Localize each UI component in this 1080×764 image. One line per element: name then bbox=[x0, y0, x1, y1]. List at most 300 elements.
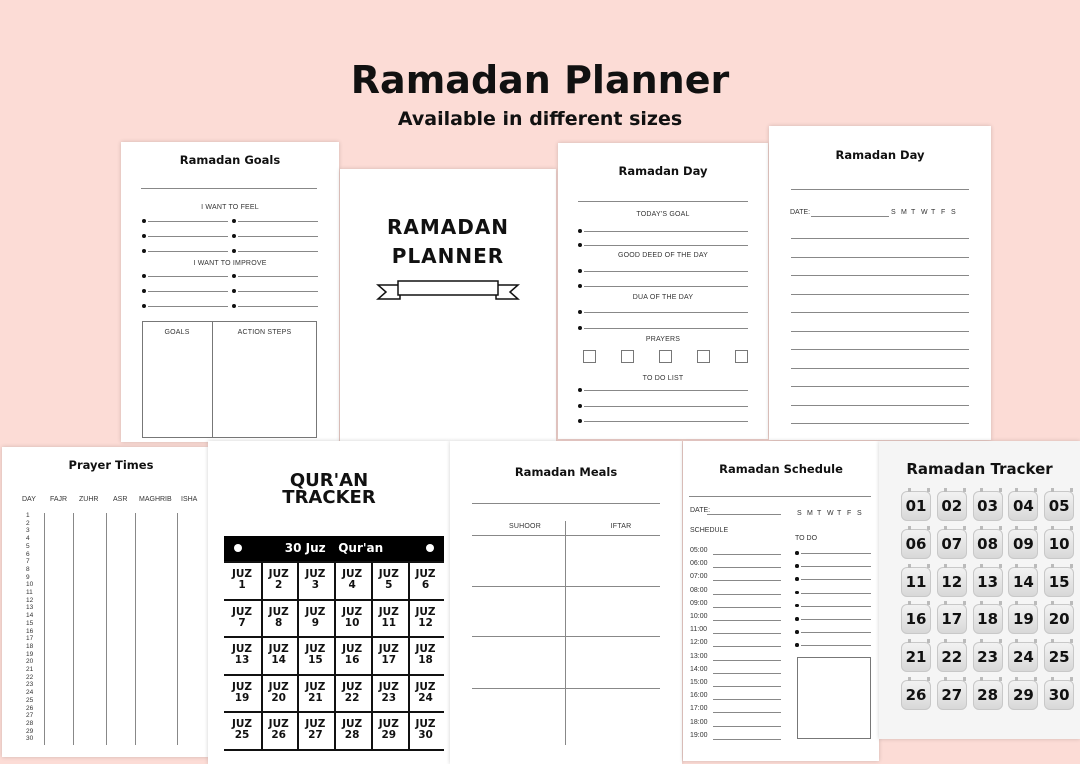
quran-title2: TRACKER bbox=[282, 487, 376, 508]
bullet-icon bbox=[795, 551, 799, 555]
schedule-time: 17:00 bbox=[690, 705, 708, 713]
juz-number: 2 bbox=[275, 579, 283, 591]
write-line[interactable] bbox=[791, 331, 969, 332]
bullet-icon bbox=[232, 274, 236, 278]
write-line[interactable] bbox=[148, 291, 228, 292]
prayer-day-number: 26 bbox=[26, 704, 34, 712]
juz-cell[interactable] bbox=[261, 675, 297, 711]
juz-cell[interactable] bbox=[334, 675, 370, 711]
tracker-day-cell[interactable]: 27 bbox=[937, 680, 967, 710]
juz-number: 10 bbox=[344, 616, 360, 629]
write-line[interactable] bbox=[801, 579, 871, 580]
juz-number: 25 bbox=[234, 729, 250, 742]
prayer-times-page bbox=[2, 447, 208, 757]
juz-word: JUZ bbox=[342, 605, 363, 618]
write-line[interactable] bbox=[791, 368, 969, 369]
schedule-time: 19:00 bbox=[690, 731, 708, 739]
bullet-icon bbox=[795, 564, 799, 568]
juz-word: JUZ bbox=[378, 568, 399, 580]
goals-table bbox=[142, 321, 317, 438]
prayer-day-number: 27 bbox=[26, 712, 34, 720]
tracker-day-cell[interactable]: 18 bbox=[973, 604, 1003, 634]
tracker-day-cell[interactable]: 17 bbox=[937, 604, 967, 634]
juz-word: JUZ bbox=[342, 568, 363, 580]
write-line[interactable] bbox=[801, 593, 871, 594]
write-line[interactable] bbox=[801, 619, 871, 620]
write-line[interactable] bbox=[801, 606, 871, 607]
quran-tracker-page bbox=[208, 441, 450, 764]
write-line[interactable] bbox=[713, 699, 781, 700]
juz-cell[interactable] bbox=[408, 637, 444, 673]
juz-word: JUZ bbox=[268, 605, 289, 618]
juz-cell[interactable] bbox=[224, 600, 260, 636]
juz-word: JUZ bbox=[415, 605, 436, 618]
write-line[interactable] bbox=[238, 306, 318, 307]
prayer-col-header: ZUHR bbox=[79, 496, 99, 503]
day1-deed: GOOD DEED OF THE DAY bbox=[617, 252, 709, 259]
tracker-day-cell[interactable]: 02 bbox=[937, 491, 967, 521]
juz-cell[interactable] bbox=[261, 562, 297, 598]
juz-number: 24 bbox=[418, 691, 433, 704]
tracker-day-cell[interactable]: 03 bbox=[973, 491, 1003, 521]
juz-cell[interactable] bbox=[297, 675, 333, 711]
juz-word: JUZ bbox=[415, 568, 436, 580]
write-line[interactable] bbox=[791, 423, 969, 424]
write-line[interactable] bbox=[713, 712, 781, 713]
prayer-day-number: 14 bbox=[26, 612, 34, 620]
weekday-letter[interactable]: W bbox=[827, 510, 834, 517]
schedule-time: 09:00 bbox=[690, 599, 708, 607]
juz-cell[interactable] bbox=[224, 675, 260, 711]
juz-cell[interactable] bbox=[334, 712, 370, 748]
juz-word: JUZ bbox=[342, 718, 363, 731]
juz-number: 3 bbox=[311, 579, 320, 591]
schedule-time: 18:00 bbox=[690, 718, 708, 726]
prayer-day-number: 15 bbox=[26, 619, 34, 627]
day1-goal: TODAY'S GOAL bbox=[636, 211, 690, 218]
cover-page bbox=[340, 169, 556, 442]
tracker-day-cell[interactable]: 07 bbox=[937, 529, 967, 559]
juz-word: JUZ bbox=[231, 568, 253, 580]
write-line[interactable] bbox=[584, 390, 748, 391]
juz-word: JUZ bbox=[378, 718, 399, 731]
quran-bar-left: 30 Juz bbox=[284, 541, 326, 555]
prayer-checkbox[interactable] bbox=[583, 350, 596, 363]
weekday-letter[interactable]: T bbox=[911, 209, 916, 216]
weekday-letter[interactable]: S bbox=[891, 209, 896, 216]
write-line[interactable] bbox=[584, 286, 748, 287]
juz-word: JUZ bbox=[305, 680, 326, 693]
juz-cell[interactable] bbox=[334, 637, 370, 673]
weekday-letter[interactable]: S bbox=[857, 510, 862, 517]
bullet-icon bbox=[795, 643, 799, 647]
juz-cell[interactable] bbox=[408, 675, 444, 711]
prayer-day-number: 11 bbox=[26, 589, 33, 596]
write-line[interactable] bbox=[791, 312, 969, 313]
bullet-icon bbox=[232, 249, 236, 253]
juz-cell[interactable] bbox=[297, 562, 333, 598]
day-page-1 bbox=[558, 143, 768, 439]
tracker-day-cell[interactable]: 21 bbox=[901, 642, 931, 672]
write-line[interactable] bbox=[791, 386, 969, 387]
tracker-day-cell[interactable]: 08 bbox=[973, 529, 1003, 559]
write-line[interactable] bbox=[584, 312, 748, 313]
write-line[interactable] bbox=[238, 236, 318, 237]
write-line[interactable] bbox=[791, 257, 969, 258]
goals-title: Ramadan Goals bbox=[179, 153, 281, 167]
juz-word: JUZ bbox=[305, 718, 326, 731]
juz-cell[interactable] bbox=[297, 600, 333, 636]
juz-cell[interactable] bbox=[224, 712, 260, 748]
tracker-title: Ramadan Tracker bbox=[906, 460, 1053, 478]
prayer-day-number: 5 bbox=[26, 542, 30, 550]
juz-number: 5 bbox=[385, 579, 393, 591]
meals-iftar: IFTAR bbox=[610, 523, 632, 530]
tracker-day-cell[interactable]: 09 bbox=[1008, 529, 1038, 559]
write-line[interactable] bbox=[148, 251, 228, 252]
schedule-notes-box bbox=[797, 657, 871, 739]
juz-cell[interactable] bbox=[261, 637, 297, 673]
prayer-day-number: 12 bbox=[26, 596, 34, 604]
column-divider bbox=[73, 513, 74, 745]
juz-cell[interactable] bbox=[371, 562, 407, 598]
schedule-time: 13:00 bbox=[690, 652, 708, 660]
juz-cell[interactable] bbox=[261, 712, 297, 748]
juz-cell[interactable] bbox=[408, 600, 444, 636]
juz-number: 14 bbox=[271, 654, 286, 667]
juz-number: 18 bbox=[418, 654, 433, 667]
column-divider bbox=[106, 513, 107, 745]
juz-number: 7 bbox=[238, 616, 246, 629]
write-line[interactable] bbox=[584, 231, 748, 232]
write-line[interactable] bbox=[584, 406, 748, 407]
tracker-day-cell[interactable]: 04 bbox=[1008, 491, 1038, 521]
schedule-time: 15:00 bbox=[690, 679, 708, 686]
write-line[interactable] bbox=[791, 349, 969, 350]
bullet-icon bbox=[578, 388, 582, 392]
juz-number: 23 bbox=[381, 691, 397, 704]
write-line[interactable] bbox=[713, 646, 781, 647]
tracker-page bbox=[879, 441, 1080, 739]
write-line[interactable] bbox=[713, 580, 781, 581]
prayer-day-number: 24 bbox=[26, 689, 34, 697]
prayer-checkbox[interactable] bbox=[621, 350, 634, 363]
write-line[interactable] bbox=[713, 594, 781, 595]
juz-number: 30 bbox=[418, 729, 433, 742]
prayer-day-number: 6 bbox=[26, 550, 30, 558]
tracker-day-cell[interactable]: 05 bbox=[1044, 491, 1074, 521]
write-line[interactable] bbox=[238, 276, 318, 277]
tracker-day-cell[interactable]: 15 bbox=[1044, 567, 1074, 597]
juz-cell[interactable] bbox=[371, 600, 407, 636]
tracker-day-cell[interactable]: 20 bbox=[1044, 604, 1074, 634]
main-subtitle: Available in different sizes bbox=[397, 108, 683, 130]
prayer-day-number: 10 bbox=[26, 581, 34, 589]
improve-label: I WANT TO IMPROVE bbox=[193, 260, 267, 267]
bullet-icon bbox=[795, 604, 799, 608]
weekday-letter[interactable]: F bbox=[941, 209, 946, 216]
juz-number: 13 bbox=[234, 654, 250, 667]
write-line[interactable] bbox=[584, 421, 748, 422]
tracker-day-cell[interactable]: 16 bbox=[901, 604, 931, 634]
schedule-time: 05:00 bbox=[690, 547, 708, 554]
weekday-letter[interactable]: T bbox=[931, 209, 936, 216]
schedule-time: 07:00 bbox=[690, 573, 708, 581]
write-line[interactable] bbox=[713, 660, 781, 661]
weekday-letter[interactable]: T bbox=[817, 510, 822, 517]
bullet-icon bbox=[142, 304, 146, 308]
prayer-day-number: 28 bbox=[26, 719, 34, 727]
write-line[interactable] bbox=[713, 739, 781, 740]
tracker-day-cell[interactable]: 11 bbox=[901, 567, 931, 597]
cover-line1: RAMADAN bbox=[386, 215, 510, 239]
bullet-icon bbox=[795, 630, 799, 634]
prayer-day-number: 13 bbox=[26, 604, 34, 612]
write-line[interactable] bbox=[713, 686, 781, 687]
main-title: Ramadan Planner bbox=[350, 58, 730, 102]
day2-date: DATE: bbox=[790, 209, 811, 216]
write-line[interactable] bbox=[238, 221, 318, 222]
bullet-icon bbox=[578, 284, 582, 288]
prayer-day-number: 16 bbox=[26, 627, 34, 635]
juz-word: JUZ bbox=[305, 568, 326, 580]
write-line[interactable] bbox=[801, 553, 871, 554]
write-line[interactable] bbox=[713, 554, 781, 555]
write-line[interactable] bbox=[791, 405, 969, 406]
bullet-icon bbox=[234, 544, 242, 552]
juz-number: 29 bbox=[381, 729, 397, 742]
write-line[interactable] bbox=[238, 291, 318, 292]
bullet-icon bbox=[578, 419, 582, 423]
juz-number: 4 bbox=[348, 579, 356, 591]
write-line[interactable] bbox=[713, 607, 781, 608]
prayer-day-number: 30 bbox=[26, 735, 34, 743]
juz-number: 16 bbox=[344, 654, 360, 667]
ribbon-banner-icon bbox=[376, 279, 520, 303]
juz-word: JUZ bbox=[231, 605, 253, 618]
tracker-day-cell[interactable]: 22 bbox=[937, 642, 967, 672]
column-divider bbox=[177, 513, 178, 745]
tracker-day-cell[interactable]: 26 bbox=[901, 680, 931, 710]
bullet-icon bbox=[232, 304, 236, 308]
prayer-day-number: 8 bbox=[26, 565, 30, 573]
prayer-day-number: 25 bbox=[26, 696, 34, 704]
tracker-day-cell[interactable]: 25 bbox=[1044, 642, 1074, 672]
quran-bar-right: Qur'an bbox=[338, 541, 384, 555]
juz-number: 15 bbox=[308, 654, 323, 667]
tracker-day-cell[interactable]: 14 bbox=[1008, 567, 1038, 597]
weekday-letter[interactable]: M bbox=[901, 209, 907, 216]
write-line[interactable] bbox=[584, 245, 748, 246]
write-line[interactable] bbox=[148, 236, 228, 237]
prayer-col-header: ISHA bbox=[181, 496, 198, 503]
prayer-day-number: 22 bbox=[26, 673, 34, 681]
juz-cell[interactable] bbox=[334, 600, 370, 636]
write-line[interactable] bbox=[791, 238, 969, 239]
juz-number: 21 bbox=[308, 691, 323, 704]
prayer-day-number: 2 bbox=[26, 519, 30, 527]
schedule-page bbox=[683, 441, 879, 761]
bullet-icon bbox=[578, 326, 582, 330]
tracker-day-cell[interactable]: 10 bbox=[1044, 529, 1074, 559]
weekday-letter[interactable]: M bbox=[807, 510, 813, 517]
schedule-label: SCHEDULE bbox=[690, 527, 729, 534]
day2-title: Ramadan Day bbox=[835, 148, 925, 162]
bullet-icon bbox=[142, 289, 146, 293]
write-line[interactable] bbox=[713, 620, 781, 621]
prayer-checkbox[interactable] bbox=[659, 350, 672, 363]
schedule-time: 06:00 bbox=[690, 560, 708, 568]
prayer-day-number: 20 bbox=[26, 658, 34, 666]
juz-number: 28 bbox=[344, 729, 360, 742]
meals-suhoor: SUHOOR bbox=[509, 523, 541, 530]
bullet-icon bbox=[426, 544, 434, 552]
juz-word: JUZ bbox=[268, 718, 289, 731]
write-line[interactable] bbox=[791, 275, 969, 276]
juz-number: 11 bbox=[381, 616, 397, 629]
juz-cell[interactable] bbox=[371, 712, 407, 748]
juz-cell[interactable] bbox=[297, 637, 333, 673]
day1-prayers: PRAYERS bbox=[645, 336, 681, 343]
juz-word: JUZ bbox=[415, 680, 436, 693]
prayer-day-number: 1 bbox=[26, 512, 30, 519]
juz-cell[interactable] bbox=[371, 675, 407, 711]
juz-word: JUZ bbox=[268, 680, 289, 693]
juz-number: 12 bbox=[418, 616, 433, 629]
bullet-icon bbox=[578, 310, 582, 314]
write-line[interactable] bbox=[801, 632, 871, 633]
bullet-icon bbox=[578, 269, 582, 273]
prayer-day-number: 4 bbox=[26, 535, 30, 543]
juz-word: JUZ bbox=[231, 643, 253, 656]
bullet-icon bbox=[232, 289, 236, 293]
day1-title: Ramadan Day bbox=[618, 164, 708, 178]
juz-cell[interactable] bbox=[224, 562, 260, 598]
write-line[interactable] bbox=[584, 328, 748, 329]
weekday-letter[interactable]: S bbox=[797, 510, 802, 517]
bullet-icon bbox=[578, 229, 582, 233]
juz-word: JUZ bbox=[305, 643, 326, 656]
juz-word: JUZ bbox=[268, 568, 289, 580]
prayer-checkbox[interactable] bbox=[735, 350, 748, 363]
tracker-day-cell[interactable]: 12 bbox=[937, 567, 967, 597]
schedule-time: 12:00 bbox=[690, 639, 708, 647]
write-line[interactable] bbox=[791, 294, 969, 295]
juz-word: JUZ bbox=[342, 643, 363, 656]
juz-cell[interactable] bbox=[224, 637, 260, 673]
juz-cell[interactable] bbox=[334, 562, 370, 598]
juz-number: 17 bbox=[381, 654, 397, 667]
tracker-day-cell[interactable]: 29 bbox=[1008, 680, 1038, 710]
goals-page bbox=[121, 142, 339, 442]
juz-number: 6 bbox=[421, 579, 430, 591]
prayer-day-number: 21 bbox=[26, 666, 34, 673]
tracker-day-cell[interactable]: 13 bbox=[973, 567, 1003, 597]
write-line[interactable] bbox=[801, 645, 871, 646]
prayer-day-number: 23 bbox=[26, 681, 34, 689]
juz-word: JUZ bbox=[378, 643, 399, 656]
column-divider bbox=[135, 513, 136, 745]
prayer-col-header: ASR bbox=[113, 496, 128, 503]
juz-cell[interactable] bbox=[297, 712, 333, 748]
write-line[interactable] bbox=[238, 251, 318, 252]
goals-col-goals: GOALS bbox=[164, 329, 190, 336]
prayer-checkbox[interactable] bbox=[697, 350, 710, 363]
bullet-icon bbox=[578, 243, 582, 247]
bullet-icon bbox=[142, 274, 146, 278]
weekday-letter[interactable]: T bbox=[837, 510, 842, 517]
juz-number: 8 bbox=[275, 616, 283, 629]
bullet-icon bbox=[232, 219, 236, 223]
write-line[interactable] bbox=[148, 306, 228, 307]
tracker-day-cell[interactable]: 19 bbox=[1008, 604, 1038, 634]
schedule-date: DATE: bbox=[690, 507, 711, 514]
prayer-col-header: MAGHRIB bbox=[139, 496, 172, 503]
write-line[interactable] bbox=[148, 276, 228, 277]
quran-title1: QUR'AN bbox=[289, 470, 369, 491]
tracker-day-cell[interactable]: 30 bbox=[1044, 680, 1074, 710]
write-line[interactable] bbox=[713, 726, 781, 727]
prayer-day-number: 19 bbox=[26, 650, 34, 658]
tracker-day-cell[interactable]: 23 bbox=[973, 642, 1003, 672]
tracker-day-cell[interactable]: 24 bbox=[1008, 642, 1038, 672]
prayer-day-number: 18 bbox=[26, 642, 34, 650]
write-line[interactable] bbox=[713, 633, 781, 634]
juz-number: 22 bbox=[344, 691, 360, 704]
weekday-letter[interactable]: S bbox=[951, 209, 956, 216]
quran-header-bar bbox=[224, 536, 444, 561]
tracker-day-cell[interactable]: 01 bbox=[901, 491, 931, 521]
schedule-time: 14:00 bbox=[690, 665, 708, 673]
juz-number: 20 bbox=[271, 691, 286, 704]
tracker-day-cell[interactable]: 06 bbox=[901, 529, 931, 559]
prayer-title: Prayer Times bbox=[68, 458, 154, 472]
write-line[interactable] bbox=[713, 673, 781, 674]
juz-cell[interactable] bbox=[408, 712, 444, 748]
write-line[interactable] bbox=[801, 566, 871, 567]
juz-cell[interactable] bbox=[261, 600, 297, 636]
meals-page bbox=[450, 441, 682, 764]
juz-number: 19 bbox=[234, 691, 250, 704]
column-divider bbox=[44, 513, 45, 745]
juz-word: JUZ bbox=[342, 680, 363, 693]
day1-todo: TO DO LIST bbox=[642, 375, 684, 382]
goals-col-action: ACTION STEPS bbox=[237, 329, 292, 336]
juz-cell[interactable] bbox=[408, 562, 444, 598]
juz-number: 1 bbox=[238, 579, 246, 591]
tracker-day-cell[interactable]: 28 bbox=[973, 680, 1003, 710]
schedule-time: 11:00 bbox=[690, 626, 707, 634]
prayer-col-header: FAJR bbox=[50, 496, 68, 503]
juz-cell[interactable] bbox=[371, 637, 407, 673]
prayer-day-number: 29 bbox=[26, 727, 34, 735]
weekday-letter[interactable]: F bbox=[847, 510, 852, 517]
write-line[interactable] bbox=[584, 271, 748, 272]
weekday-letter[interactable]: W bbox=[921, 209, 928, 216]
juz-number: 9 bbox=[311, 616, 320, 629]
juz-word: JUZ bbox=[231, 680, 253, 693]
juz-word: JUZ bbox=[415, 643, 436, 656]
schedule-title: Ramadan Schedule bbox=[719, 462, 843, 476]
write-line[interactable] bbox=[148, 221, 228, 222]
prayer-day-number: 17 bbox=[26, 635, 34, 643]
juz-number: 26 bbox=[271, 729, 286, 742]
meals-title: Ramadan Meals bbox=[514, 465, 618, 479]
prayer-day-number: 9 bbox=[26, 573, 30, 581]
bullet-icon bbox=[795, 617, 799, 621]
write-line[interactable] bbox=[713, 567, 781, 568]
bullet-icon bbox=[795, 591, 799, 595]
